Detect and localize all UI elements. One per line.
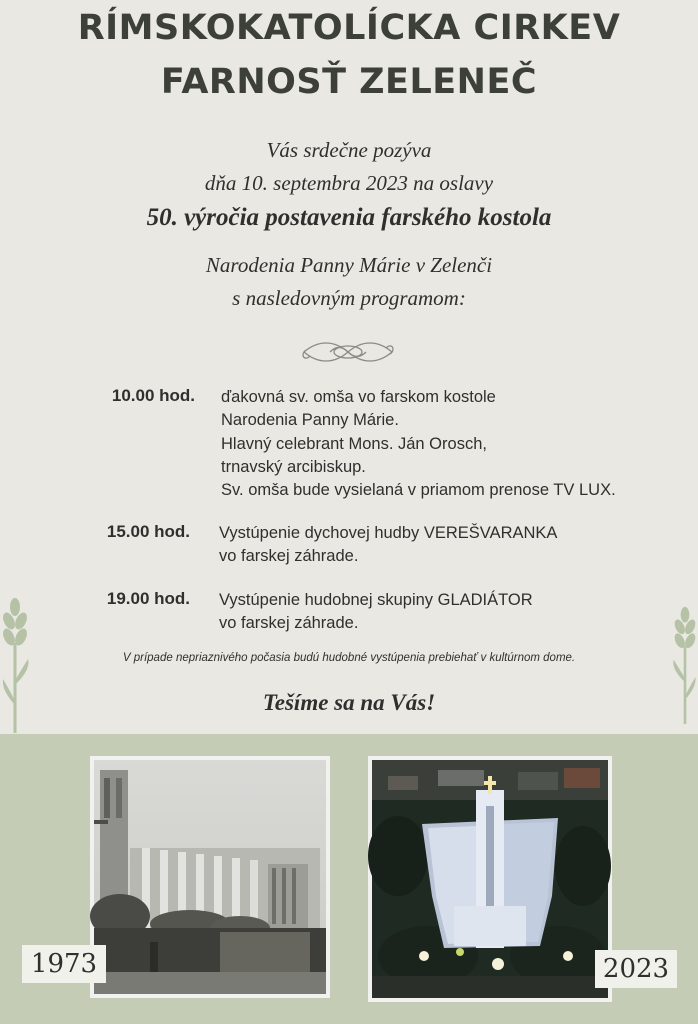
program-1-line: Narodenia Panny Márie. — [221, 411, 399, 430]
program-2-line: Vystúpenie dychovej hudby VEREŠVARANKA — [219, 524, 558, 542]
wheat-icon — [672, 595, 698, 735]
weather-note: V prípade nepriaznivého počasia budú hudobné vystúpenia prebiehať v kultúrnom dome. — [122, 652, 576, 664]
parish-title-line2: FARNOSŤ ZELENEČ — [160, 62, 538, 102]
program-3-line: Vystúpenie hudobnej skupiny GLADIÁTOR — [219, 591, 533, 609]
program-1-line: Sv. omša bude vysielaná v priamom prenose TV LUX. — [221, 481, 616, 500]
wheat-icon — [0, 595, 30, 735]
year-label-2023: 2023 — [595, 950, 677, 988]
closing-message: Tešíme sa na Vás! — [262, 690, 436, 715]
invitation-line3: Narodenia Panny Márie v Zelenči — [205, 253, 493, 277]
program-2-line: vo farskej záhrade. — [219, 547, 359, 566]
program-description-2 — [219, 522, 557, 569]
church-photo-1973 — [90, 756, 330, 998]
program-time-3: 19.00 hod. — [106, 589, 190, 608]
year-label-1973: 1973 — [22, 945, 106, 983]
program-1-line: ďakovná sv. omša vo farskom kostole — [221, 388, 496, 406]
ornament-flourish-icon — [300, 336, 396, 368]
program-3-line: vo farskej záhrade. — [219, 614, 359, 633]
program-1-line: Hlavný celebrant Mons. Ján Orosch, — [221, 434, 487, 453]
invitation-line1: Vás srdečne pozýva — [266, 138, 432, 162]
invitation-line4: s nasledovným programom: — [232, 286, 466, 310]
program-time-1: 10.00 hod. — [111, 386, 195, 405]
invitation-date: dňa 10. septembra 2023 na oslavy — [204, 171, 494, 195]
program-description-1 — [221, 386, 616, 502]
program-1-line: trnavský arcibiskup. — [221, 457, 366, 476]
parish-title-line1: RÍMSKOKATOLÍCKA CIRKEV — [77, 8, 621, 48]
invitation-headline: 50. výročia postavenia farského kostola — [146, 204, 552, 231]
program-description-3 — [219, 589, 533, 636]
program-time-2: 15.00 hod. — [106, 522, 190, 541]
church-photo-2023 — [368, 756, 612, 1002]
